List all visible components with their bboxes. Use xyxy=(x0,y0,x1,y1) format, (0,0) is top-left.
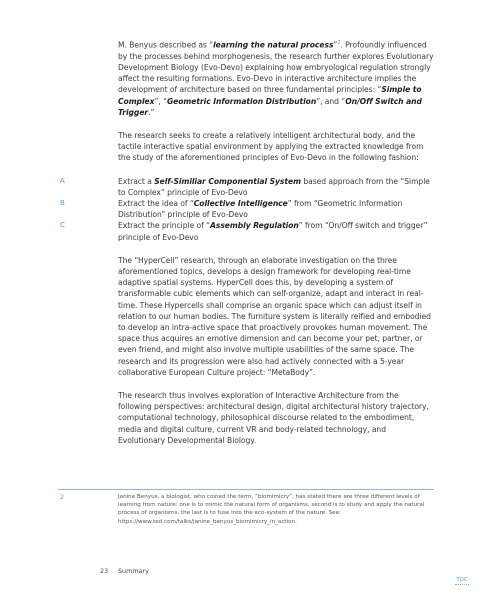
emphasis-geometric-information: Geometric Information Distribution xyxy=(166,96,317,106)
emphasis-learning-natural-process: learning the natural process xyxy=(213,40,334,50)
footnote-divider xyxy=(58,489,434,490)
list-item xyxy=(60,176,434,198)
text-run: based approach from the “Simple to Complex” principle of Evo-Devo xyxy=(118,176,430,197)
paragraph-perspectives: The research thus involves exploration of Interactive Architecture from the following perspectives: architectural design, digital architectural history trajectory, computational technology, philosophical discourse related to the embodiment, media and digital culture, current VR and body-related technology, and Evolutionary Developmental Biology. xyxy=(118,391,429,445)
footnote-reference[interactable]: 2 xyxy=(337,40,341,46)
toc-link[interactable] xyxy=(455,577,469,585)
text-run: Extract a xyxy=(118,176,155,186)
paragraph-intro xyxy=(118,38,434,118)
page-number: 23 xyxy=(100,567,109,575)
text-run: . Profoundly influenced by the processes behind morphogenesis, the research further explores Evolutionary Development Biology (Evo-Devo) explaining how embryological regulation strongly affect the resulting formations. Evo-Devo in interactive architecture implies the development of architecture based on three fundamental principles: “ xyxy=(118,40,434,95)
text-run: Extract the idea of “ xyxy=(118,198,194,208)
text-run: Extract the principle of “ xyxy=(118,221,211,231)
list-item xyxy=(60,220,434,242)
emphasis-assembly-regulation: Assembly Regulation xyxy=(210,221,299,231)
list-item xyxy=(60,198,434,220)
text-run: M. Benyus described as “ xyxy=(118,40,214,50)
paragraph-hypercell: The “HyperCell” research, through an elaborate investigation on the three aforementioned topics, develops a design framework for developing real-time adaptive spatial systems. HyperCell does this, by developing a system of transformable cubic elements which can self-organize, adapt and interact in real-time. These Hypercells shall comprise an organic space which can adjust itself in relation to our human bodies. The furniture system is literally reified and embodied to develop an intra-active space that proactively provokes human movement. The space thus acquires an emotive dimension and can become your pet, partner, or even friend, and might also involve multiple usabilities of the same space. The research and its progression were also had actively connected with a 5-year collaborative European Culture project: “MetaBody”. xyxy=(118,255,431,377)
text-run: ” xyxy=(333,40,338,50)
emphasis-on-off-switch: On/Off Switch and Trigger xyxy=(118,96,422,117)
list-marker: C xyxy=(60,221,65,230)
emphasis-self-similar-system: Self-Similiar Componential System xyxy=(154,176,301,186)
toc-label: TOC xyxy=(456,577,468,583)
text-run: .” xyxy=(148,107,155,117)
list-marker: A xyxy=(60,176,65,185)
emphasis-collective-intelligence: Collective Intelligence xyxy=(193,198,288,208)
section-name: Summary xyxy=(118,567,149,575)
toc-underline xyxy=(455,584,469,585)
principles-list xyxy=(60,176,434,243)
text-run: ”, and “ xyxy=(316,96,346,106)
footnote-text: Janine Benyus, a biologist, who coined the term, “biomimicry”, has stated there are three different levels of learning from nature: one is to mimic the natural form of organisms, second is to study and apply the natural process of organisms, the last is to fuse into the eco-system of the nature. See: https://www.ted.com/talks/janine_benyus_biomimicry_in_action. xyxy=(118,494,425,525)
list-marker: B xyxy=(60,198,65,207)
paragraph-research-goal: The research seeks to create a relatively intelligent architectural body, and the tactile interactive spatial environment by applying the extracted knowledge from the study of the aforementioned principles of Evo-Devo in the following fashion: xyxy=(118,130,424,163)
text-run: ”, “ xyxy=(154,96,167,106)
emphasis-simple-to-complex: Simple to Complex xyxy=(118,85,422,106)
text-run: ” from “Geometric Information Distribution” principle of Evo-Devo xyxy=(118,198,403,220)
footnote-number: 2 xyxy=(60,493,65,501)
text-run: ” from “On/Off switch and trigger” principle of Evo-Devo xyxy=(118,221,428,242)
body-text xyxy=(60,38,434,458)
